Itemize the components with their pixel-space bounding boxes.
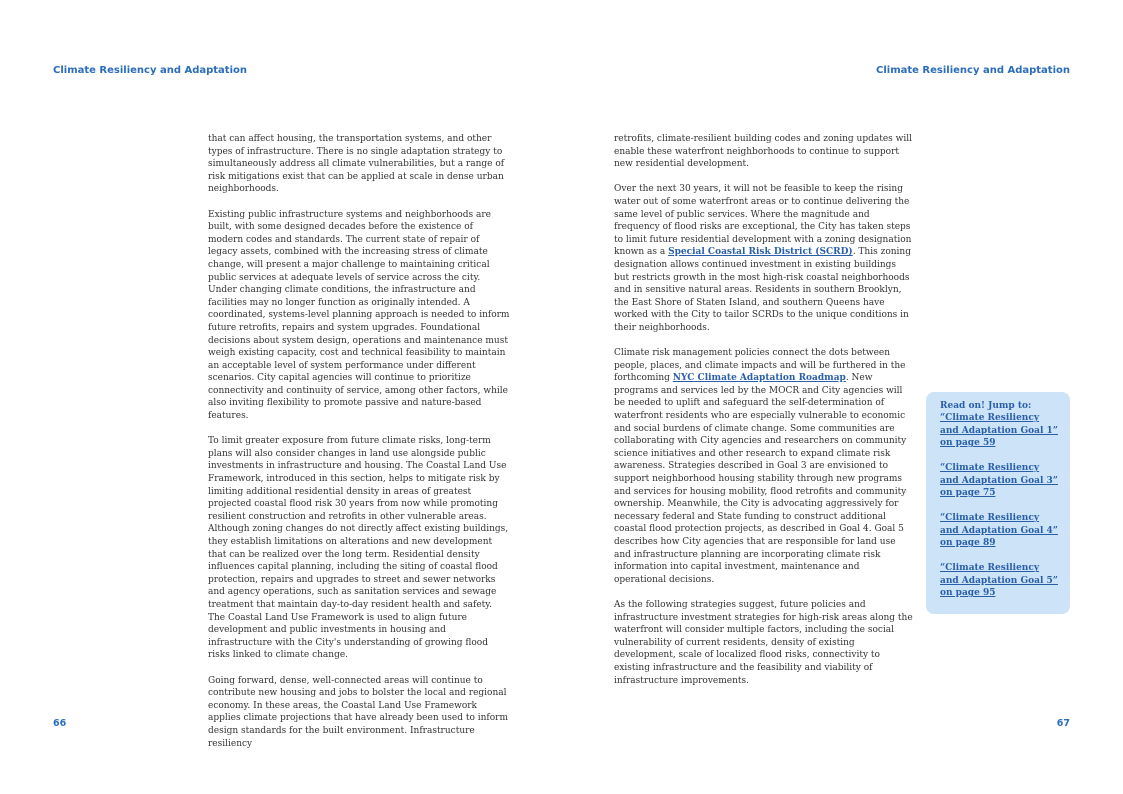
body-paragraph: To limit greater exposure from future climate risks, long-term plans will also consider changes in land use alongside public investments in infrastructure and housing. The Coastal Land Use Framework, introduced in this section, helps to mitigate risk by limiting additional residential density in areas of greatest projected coastal flood risk 30 years from now while promoting resilient construction and retrofits in other vulnerable areas. Although zoning changes do not directly affect existing buildings, they establish limitations on alterations and new development that can be realized over the long term. Residential density influences capital planning, including the siting of coastal flood protection, repairs and upgrades to street and sewer networks and agency operations, such as sanitation services and sewage treatment that maintain day-to-day resident health and safety. The Coastal Land Use Framework is used to align future development and public investments in housing and infrastructure with the City's understanding of growing flood risks linked to climate change. xyxy=(208,436,509,661)
body-paragraph xyxy=(614,347,914,586)
running-header-right: Climate Resiliency and Adaptation xyxy=(876,65,1070,76)
goal-3-link[interactable]: “Climate Resiliency and Adaptation Goal 3” on page 75 xyxy=(940,463,1058,499)
jump-to-sidebar xyxy=(926,392,1070,614)
body-paragraph: retrofits, climate-resilient building codes and zoning updates will enable these waterfront neighborhoods to continue to support new residential development. xyxy=(614,134,912,170)
right-column xyxy=(614,133,914,700)
text-run: . New programs and services led by the MOCR and City agencies will be needed to uplift and safeguard the self-determination of waterfront residents who are especially vulnerable to economic and social burdens of climate change. Some communities are collaborating with City agencies and researchers on community science initiatives and other research to expand climate risk awareness. Strategies described in Goal 3 are envisioned to support neighborhood housing stability through new programs and services for housing mobility, flood retrofits and community ownership. Meanwhile, the City is advocating aggressively for necessary federal and State funding to construct additional coastal flood protection projects, as described in Goal 4. Goal 5 describes how City agencies that are responsible for land use and infrastructure planning are incorporating climate risk information into capital investment, maintenance and operational decisions. xyxy=(614,373,907,585)
goal-1-link[interactable]: “Climate Resiliency and Adaptation Goal 1” on page 59 xyxy=(940,413,1058,449)
list-item xyxy=(940,462,1060,499)
body-paragraph xyxy=(614,183,914,334)
running-header-left: Climate Resiliency and Adaptation xyxy=(53,65,247,76)
adaptation-roadmap-link[interactable]: NYC Climate Adaptation Roadmap xyxy=(672,373,846,384)
list-item xyxy=(940,562,1060,599)
text-run: Climate risk management policies connect the dots between people, places, and climate impacts and will be furthered in the forthcoming xyxy=(614,348,906,384)
page-number-left: 66 xyxy=(53,718,67,729)
text-run: Over the next 30 years, it will not be feasible to keep the rising water out of some waterfront areas or to continue delivering the same level of public services. Where the magnitude and frequency of flood risks are exceptional, the City has taken steps to limit future residential development with a zoning designation known as a xyxy=(614,184,912,258)
goal-5-link[interactable]: “Climate Resiliency and Adaptation Goal 5” on page 95 xyxy=(940,563,1058,599)
scrd-link[interactable]: Special Coastal Risk District (SCRD) xyxy=(668,247,853,258)
text-run: . This zoning designation allows continued investment in existing buildings but restricts growth in the most high-risk coastal neighborhoods and in sensitive natural areas. Residents in southern Brooklyn, the East Shore of Staten Island, and southern Queens have worked with the City to tailor SCRDs to the unique conditions in their neighborhoods. xyxy=(614,247,911,333)
body-paragraph: Going forward, dense, well-connected areas will continue to contribute new housing and jobs to bolster the local and regional economy. In these areas, the Coastal Land Use Framework applies climate projections that have already been used to inform design standards for the built environment. Infrastructure resiliency xyxy=(208,675,509,749)
sidebar-title: Read on! Jump to: xyxy=(940,401,1032,411)
left-column xyxy=(208,133,510,763)
body-paragraph: that can affect housing, the transportation systems, and other types of infrastructure. There is no single adaptation strategy to simultaneously address all climate vulnerabilities, but a range of risk mitigations exist that can be applied at scale in dense urban neighborhoods. xyxy=(208,134,505,195)
body-paragraph: As the following strategies suggest, future policies and infrastructure investment strategies for high-risk areas along the waterfront will consider multiple factors, including the social vulnerability of current residents, density of existing development, scale of localized flood risks, connectivity to existing infrastructure and the feasibility and viability of infrastructure improvements. xyxy=(614,599,913,686)
body-paragraph: Existing public infrastructure systems and neighborhoods are built, with some designed decades before the existence of modern codes and standards. The current state of repair of legacy assets, combined with the increasing stress of climate change, will present a major challenge to maintaining critical public services at adequate levels of service across the city. Under changing climate conditions, the infrastructure and facilities may no longer function as originally intended. A coordinated, systems-level planning approach is needed to inform future retrofits, repairs and system upgrades. Foundational decisions about system design, operations and maintenance must weigh existing capacity, cost and technical feasibility to maintain an acceptable level of system performance under different scenarios. City capital agencies will continue to prioritize connectivity and continuity of service, among other factors, while also inviting flexibility to promote passive and nature-based features. xyxy=(208,209,510,422)
page-number-right: 67 xyxy=(1056,718,1070,729)
sidebar-link-list xyxy=(940,412,1060,599)
list-item xyxy=(940,512,1060,549)
goal-4-link[interactable]: “Climate Resiliency and Adaptation Goal 4” on page 89 xyxy=(940,513,1058,549)
list-item xyxy=(940,412,1060,449)
